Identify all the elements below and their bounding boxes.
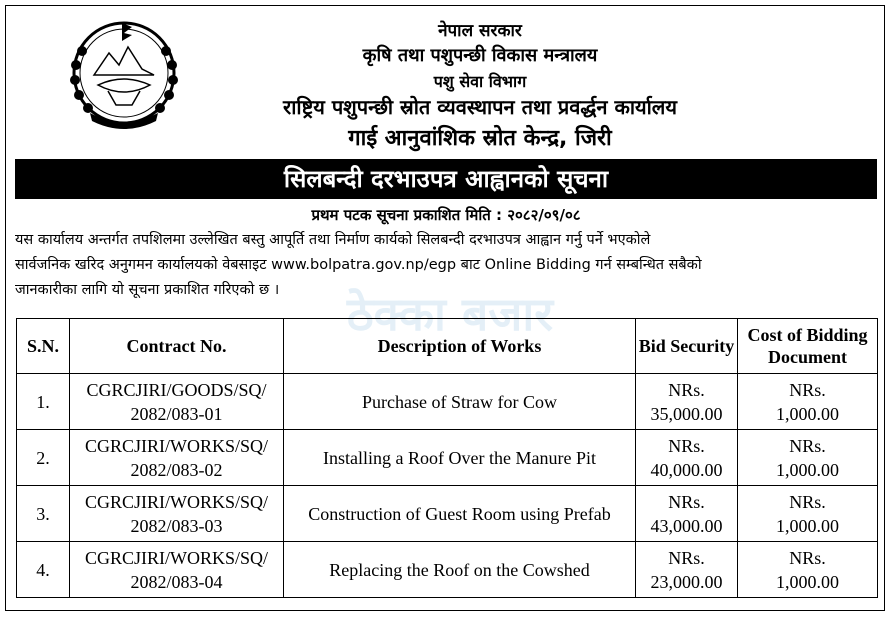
cell-contract: [70, 374, 284, 430]
cell-description: Installing a Roof Over the Manure Pit: [284, 430, 636, 486]
bid-table: [16, 318, 878, 598]
security-currency: NRs.: [668, 435, 705, 456]
cost-amount: 1,000.00: [776, 403, 839, 424]
cost-amount: 1,000.00: [776, 459, 839, 480]
contract-line: 2082/083-01: [130, 403, 223, 424]
header-office: राष्ट्रिय पशुपन्छी स्रोत व्यवस्थापन तथा प्रवर्द्धन कार्यालय: [283, 95, 677, 119]
cell-contract: [70, 430, 284, 486]
cost-currency: NRs.: [789, 491, 826, 512]
contract-line: CGRCJIRI/WORKS/SQ/: [84, 547, 269, 568]
header-government: नेपाल सरकार: [438, 21, 522, 41]
contract-line: CGRCJIRI/WORKS/SQ/: [84, 491, 269, 512]
header-ministry: कृषि तथा पशुपन्छी विकास मन्त्रालय: [362, 45, 598, 66]
cell-contract: [70, 486, 284, 542]
cell-cost: [738, 430, 878, 486]
cell-bid-security: [636, 542, 738, 598]
notice-title-banner: सिलबन्दी दरभाउपत्र आह्वानको सूचना: [15, 159, 877, 199]
contract-line: 2082/083-04: [130, 571, 223, 592]
security-amount: 23,000.00: [650, 571, 723, 592]
notice-paragraph: [15, 228, 877, 303]
cell-sn: 2.: [17, 430, 70, 486]
col-header-cost: Cost of Bidding Document: [738, 319, 878, 374]
cell-description: Replacing the Roof on the Cowshed: [284, 542, 636, 598]
cell-cost: [738, 486, 878, 542]
cost-amount: 1,000.00: [776, 571, 839, 592]
contract-line: CGRCJIRI/WORKS/SQ/: [84, 435, 269, 456]
header-department: पशु सेवा विभाग: [433, 72, 527, 91]
cell-bid-security: [636, 430, 738, 486]
header-center: गाई आनुवांशिक स्रोत केन्द्र, जिरी: [348, 126, 612, 151]
watermark-logo: ठेक्का बजार: [346, 287, 554, 341]
security-amount: 35,000.00: [650, 403, 723, 424]
published-date: प्रथम पटक सूचना प्रकाशित मिति : २०८२/०९/०८: [311, 206, 581, 224]
cost-currency: NRs.: [789, 547, 826, 568]
security-currency: NRs.: [668, 547, 705, 568]
cell-bid-security: [636, 486, 738, 542]
table-row: [17, 374, 878, 430]
paragraph-line: सार्वजनिक खरिद अनुगमन कार्यालयको वेबसाइट www.bolpatra.gov.np/egp बाट Online Bidding गर्न सम्बन्धित सबैको: [15, 257, 702, 273]
cell-cost: [738, 542, 878, 598]
col-header-contract: Contract No.: [70, 319, 284, 374]
col-header-sn: S.N.: [17, 319, 70, 374]
table-row: [17, 542, 878, 598]
nepal-government-emblem-icon: [64, 13, 184, 129]
cell-description: Construction of Guest Room using Prefab: [284, 486, 636, 542]
cell-bid-security: [636, 374, 738, 430]
contract-line: 2082/083-02: [130, 459, 223, 480]
table-row: [17, 430, 878, 486]
security-amount: 40,000.00: [650, 459, 723, 480]
cost-amount: 1,000.00: [776, 515, 839, 536]
cell-sn: 1.: [17, 374, 70, 430]
table-row: [17, 486, 878, 542]
cell-cost: [738, 374, 878, 430]
cell-contract: [70, 542, 284, 598]
security-amount: 43,000.00: [650, 515, 723, 536]
cost-currency: NRs.: [789, 379, 826, 400]
contract-line: 2082/083-03: [130, 515, 223, 536]
table-header-row: [17, 319, 878, 374]
paragraph-line: यस कार्यालय अन्तर्गत तपशिलमा उल्लेखित बस्तु आपूर्ति तथा निर्माण कार्यको सिलबन्दी दरभाउपत्र आह्वान गर्नु पर्ने भएकोले: [15, 232, 651, 248]
col-header-bid-security: Bid Security: [636, 319, 738, 374]
cell-sn: 4.: [17, 542, 70, 598]
contract-line: CGRCJIRI/GOODS/SQ/: [86, 379, 267, 400]
col-header-description: Description of Works: [284, 319, 636, 374]
cost-currency: NRs.: [789, 435, 826, 456]
cell-sn: 3.: [17, 486, 70, 542]
security-currency: NRs.: [668, 491, 705, 512]
paragraph-line: जानकारीका लागि यो सूचना प्रकाशित गरिएको छ ।: [15, 282, 280, 298]
security-currency: NRs.: [668, 379, 705, 400]
cell-description: Purchase of Straw for Cow: [284, 374, 636, 430]
